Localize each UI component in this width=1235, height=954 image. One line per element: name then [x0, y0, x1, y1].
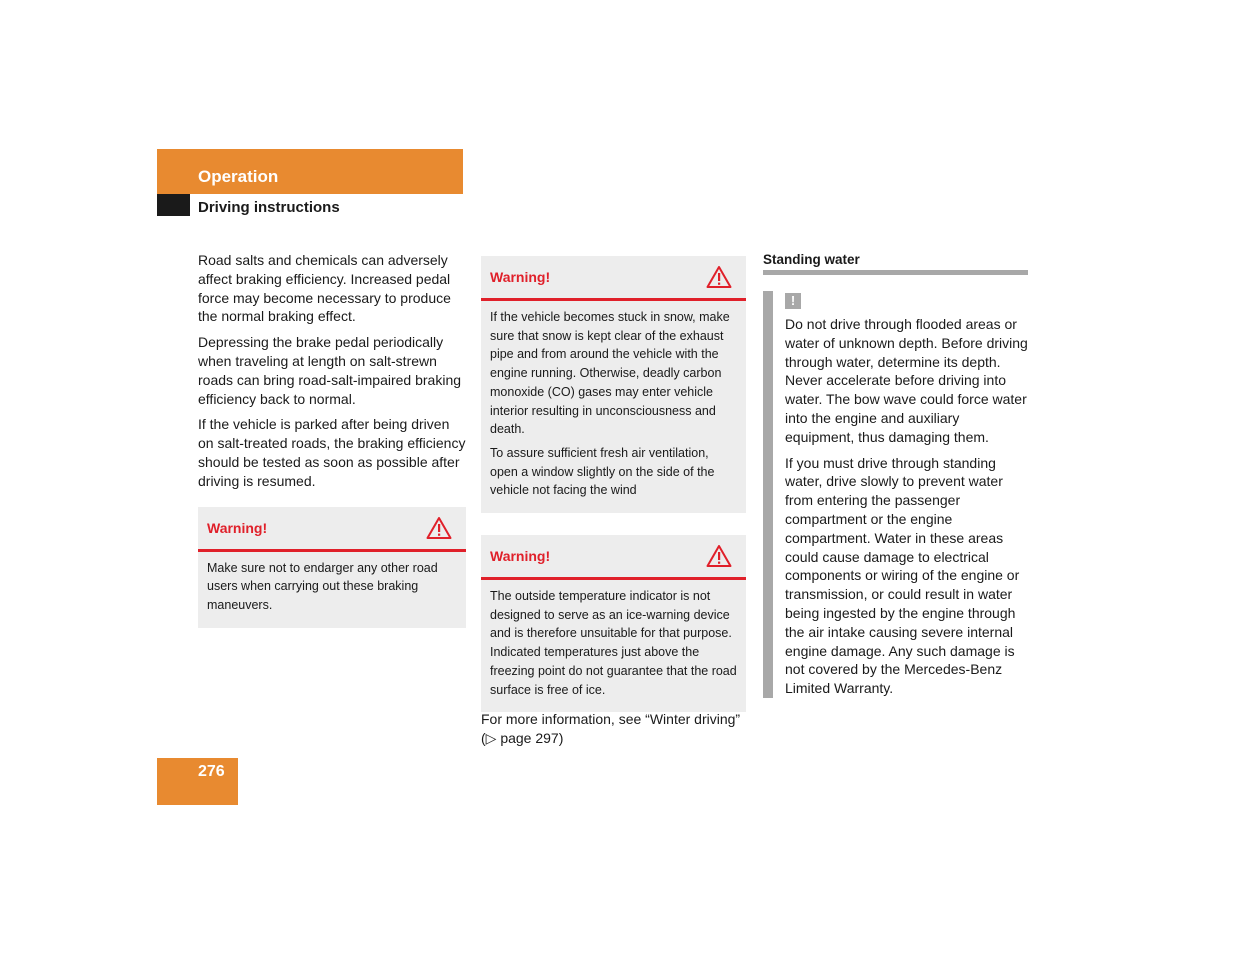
warning-box: [481, 535, 746, 712]
warning-triangle-icon: [706, 265, 732, 289]
subsection-title: Driving instructions: [198, 199, 340, 216]
more-info-link[interactable]: For more information, see “Winter driving” (▷ page 297): [481, 711, 741, 746]
note-paragraph: If you must drive through standing water, drive slowly to prevent water from entering the passenger compartment or the engine compartment. Water in these areas could cause damage to electrical components or wiring of the engine or transmission, or could result in water being ingested by the engine through the air intake causing severe internal engine damage. Any such damage is not covered by the Mercedes-Benz Limited Warranty.: [785, 454, 1020, 697]
caution-note: [763, 291, 1031, 698]
paragraph: Road salts and chemicals can adversely affect braking efficiency. Increased pedal force may become necessary to produce the normal braking effect.: [198, 252, 451, 325]
warning-text: If the vehicle becomes stuck in snow, make sure that snow is kept clear of the exhaust pipe and from around the vehicle with the engine running. Otherwise, deadly carbon monoxide (CO) gases may enter vehicle interior resulting in unconsciousness and death.: [490, 310, 730, 437]
paragraph: If the vehicle is parked after being driven on salt-treated roads, the braking efficiency should be tested as soon as possible after driving is resumed.: [198, 416, 466, 489]
warning-header: [198, 507, 466, 552]
note-bar: [763, 291, 773, 698]
warning-body: [198, 552, 466, 628]
column-middle: [481, 256, 746, 712]
column-right: [763, 252, 1031, 705]
warning-label: Warning!: [207, 519, 268, 536]
section-title: Operation: [198, 167, 279, 186]
subsection-marker: [157, 194, 190, 216]
note-paragraph: Do not drive through flooded areas or water of unknown depth. Before driving through water, determine its depth. Never accelerate before driving into water. The bow wave could force water into the engine and auxiliary equipment, thus damaging them.: [785, 316, 1028, 445]
warning-box: [198, 507, 466, 628]
warning-triangle-icon: [426, 516, 452, 540]
paragraph: Depressing the brake pedal periodically when traveling at length on salt-strewn roads can bring road-salt-impaired braking efficiency back to normal.: [198, 334, 462, 407]
warning-text: The outside temperature indicator is not designed to serve as an ice-warning device and is therefore unsuitable for that purpose. Indicated temperatures just above the freezing point do not guarantee that the road surface is free of ice.: [490, 589, 737, 697]
column-left: [198, 251, 466, 628]
warning-label: Warning!: [490, 269, 551, 285]
exclamation-icon: !: [785, 293, 801, 309]
warning-label: Warning!: [490, 548, 551, 565]
warning-box: [481, 256, 746, 513]
warning-body: [481, 301, 746, 513]
warning-triangle-icon: [706, 544, 732, 568]
standing-water-title: Standing water: [763, 252, 1028, 275]
page-number: 276: [198, 763, 225, 780]
warning-text: Make sure not to endarger any other road users when carrying out these braking maneuvers.: [207, 560, 438, 612]
warning-header: [481, 256, 746, 301]
warning-body: [481, 580, 746, 712]
warning-text: To assure sufficient fresh air ventilation, open a window slightly on the side of the vehicle not facing the wind: [490, 445, 715, 498]
warning-header: [481, 535, 746, 580]
